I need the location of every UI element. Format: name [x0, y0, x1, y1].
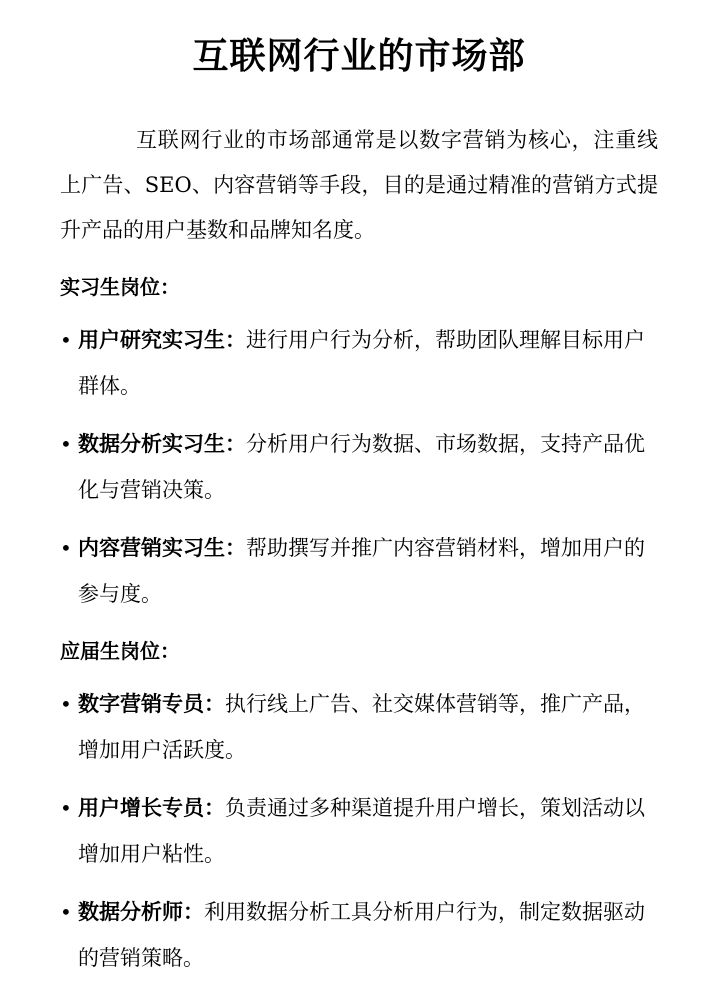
list-item: [60, 889, 658, 981]
list-item: [60, 421, 658, 513]
section-heading-internship: 实习生岗位：: [60, 275, 180, 299]
bullet-icon: •: [60, 692, 72, 716]
role-description: 分析用户行为数据、市场数据，支持产品优化与营销决策。: [78, 432, 645, 502]
role-separator: ：: [204, 796, 225, 820]
intro-paragraph: 互联网行业的市场部通常是以数字营销为核心，注重线上广告、SEO、内容营销等手段，目的是通过精准的营销方式提升产品的用户基数和品牌知名度。: [60, 128, 658, 242]
list-item: [60, 681, 658, 773]
bullet-icon: •: [60, 328, 72, 352]
internship-section: [60, 269, 658, 617]
role-name: 用户增长专员: [78, 796, 204, 820]
document-title: 互联网行业的市场部: [192, 36, 526, 77]
role-separator: ：: [183, 900, 204, 924]
role-separator: ：: [225, 432, 246, 456]
role-name: 数据分析实习生: [78, 432, 225, 456]
role-name: 数字营销专员: [78, 692, 204, 716]
role-separator: ：: [225, 536, 246, 560]
role-description: 利用数据分析工具分析用户行为，制定数据驱动的营销策略。: [78, 900, 645, 970]
list-item: [60, 785, 658, 877]
role-separator: ：: [204, 692, 225, 716]
bullet-icon: •: [60, 536, 72, 560]
graduate-section: [60, 633, 658, 981]
role-description: 帮助撰写并推广内容营销材料，增加用户的参与度。: [78, 536, 645, 606]
role-separator: ：: [225, 328, 246, 352]
bullet-icon: •: [60, 900, 72, 924]
role-name: 数据分析师: [78, 900, 183, 924]
internship-role-list: [60, 317, 658, 617]
role-description: 负责通过多种渠道提升用户增长，策划活动以增加用户粘性。: [78, 796, 645, 866]
role-name: 用户研究实习生: [78, 328, 225, 352]
graduate-role-list: [60, 681, 658, 981]
list-item: [60, 317, 658, 409]
bullet-icon: •: [60, 796, 72, 820]
role-description: 进行用户行为分析，帮助团队理解目标用户群体。: [78, 328, 645, 398]
section-heading-graduate: 应届生岗位：: [60, 639, 180, 663]
role-name: 内容营销实习生: [78, 536, 225, 560]
role-description: 执行线上广告、社交媒体营销等，推广产品，增加用户活跃度。: [78, 692, 645, 762]
list-item: [60, 525, 658, 617]
bullet-icon: •: [60, 432, 72, 456]
